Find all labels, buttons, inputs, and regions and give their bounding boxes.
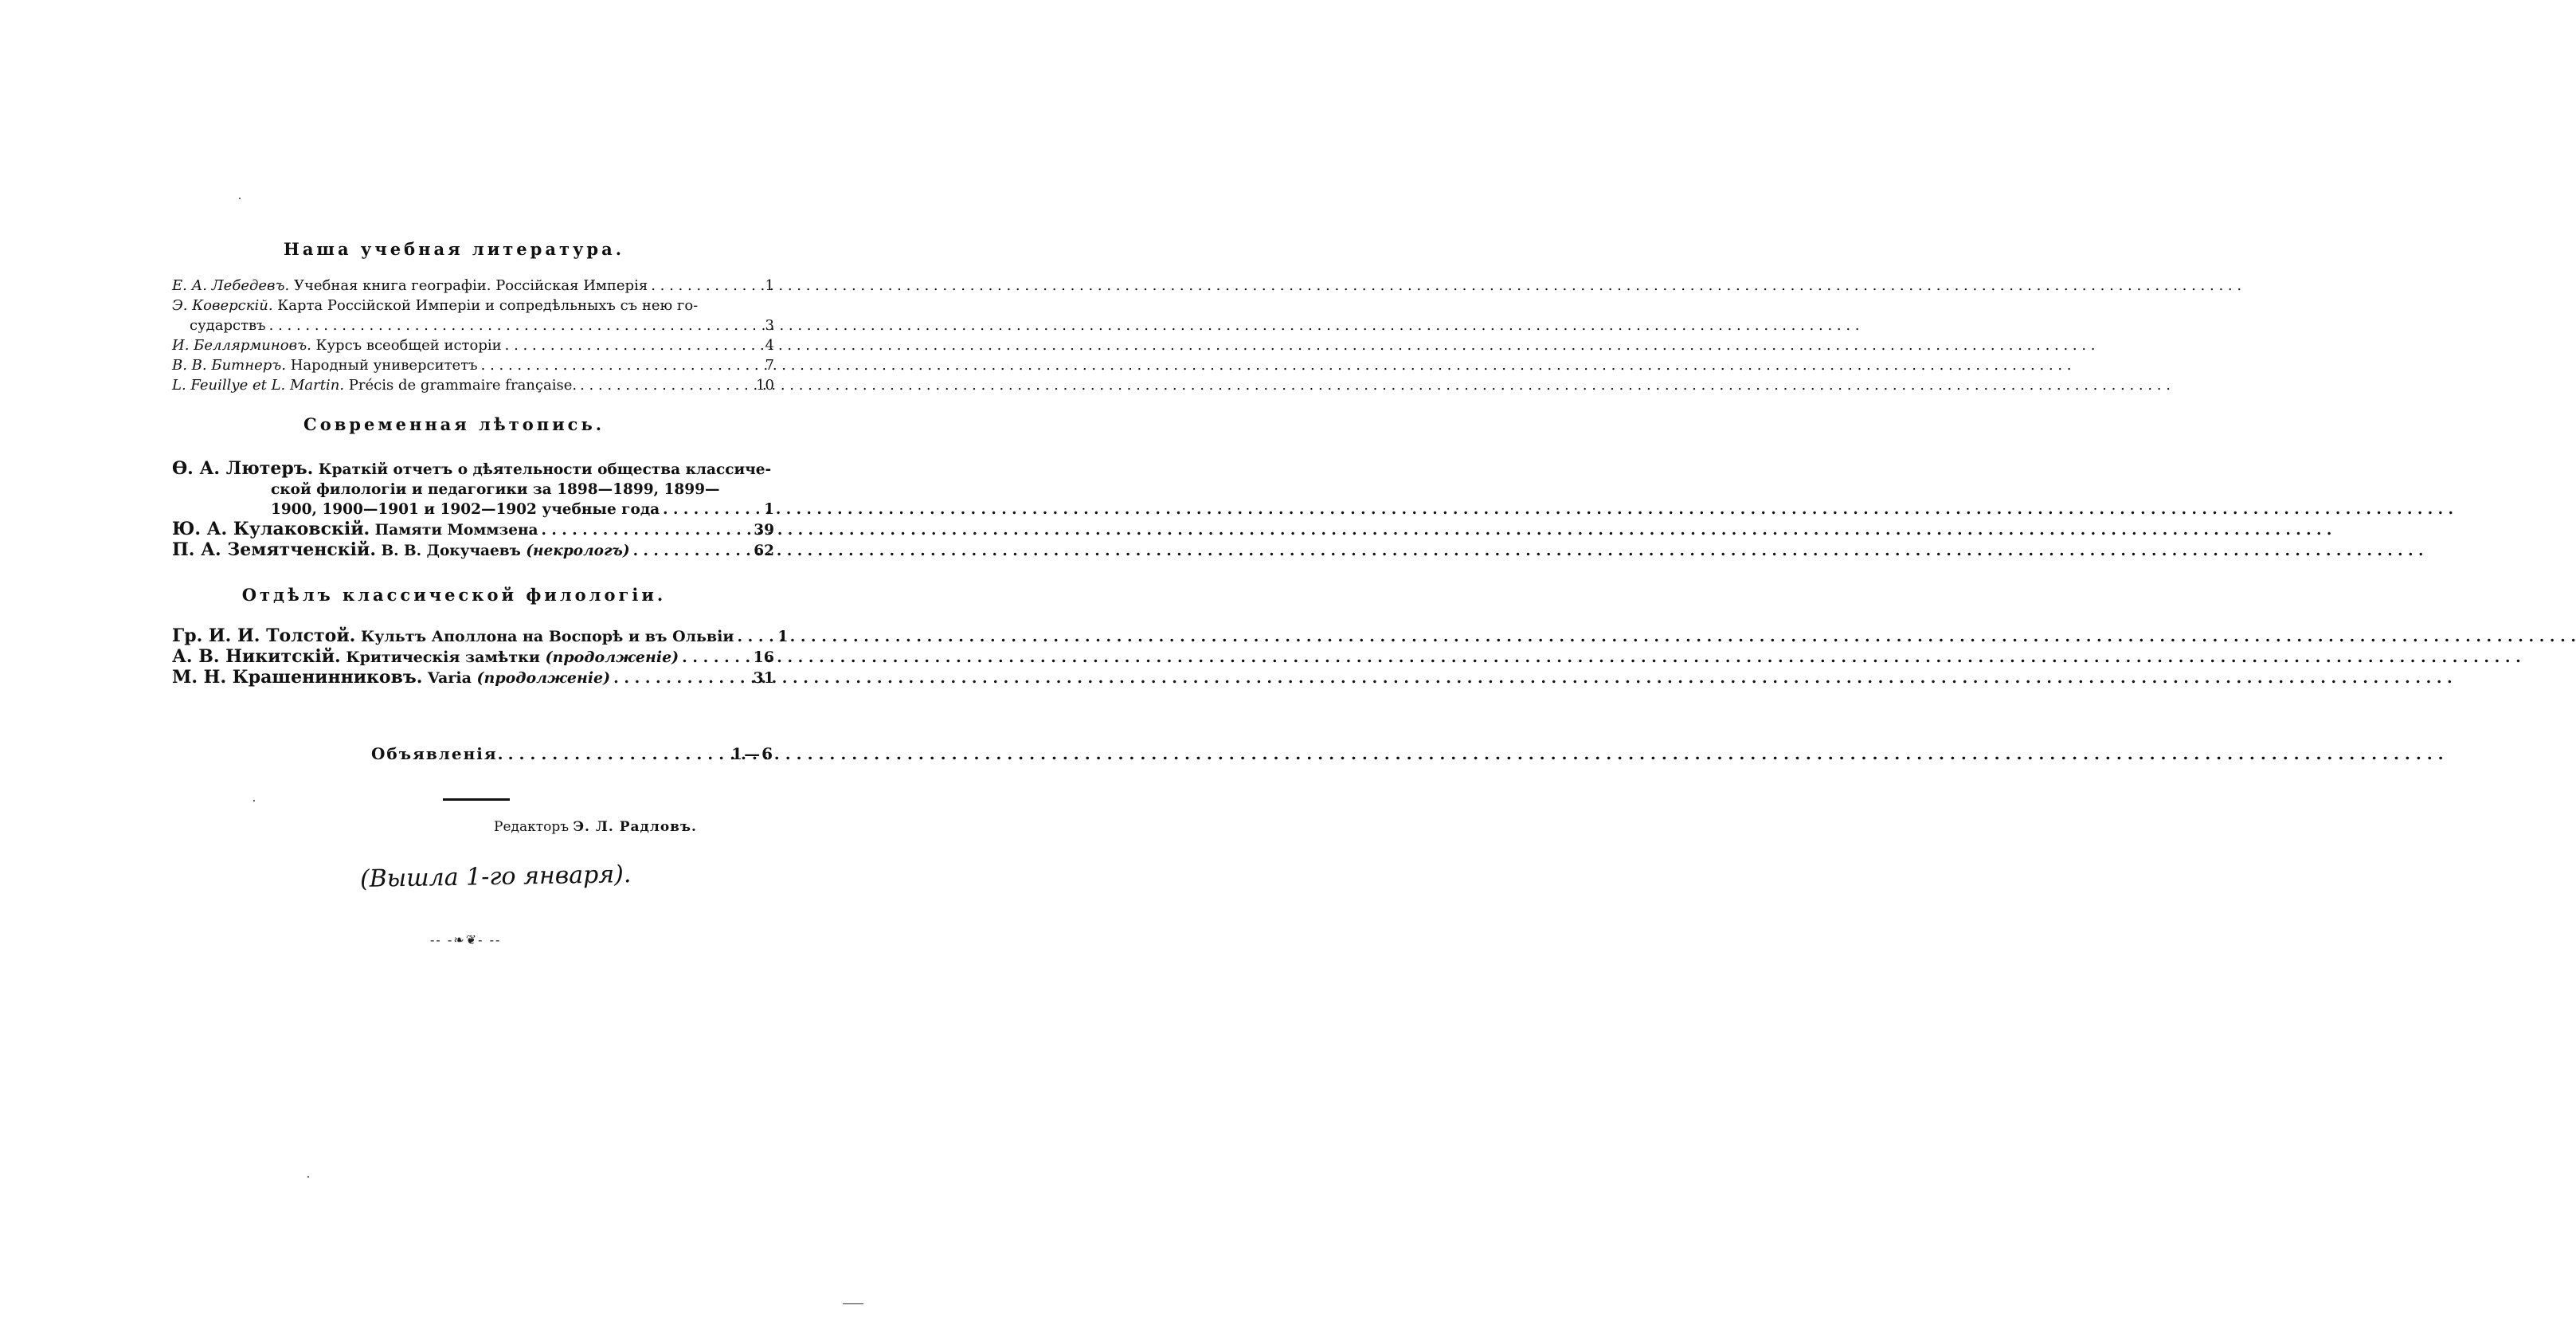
scan-speck xyxy=(253,800,255,802)
entry-title: Краткій отчетъ о дѣятельности общества классиче- xyxy=(318,461,772,478)
leader-dots xyxy=(577,375,742,395)
entry-author: Ө. А. Лютеръ. xyxy=(172,458,314,479)
entry-title-continued: ской филологіи и педагогики за 1898—1899, 1899— xyxy=(271,481,720,498)
entry-author: И. Беллярминовъ. xyxy=(172,337,311,354)
entry-page: 4 xyxy=(765,337,774,354)
entry-page: 1 xyxy=(765,277,774,294)
entry-page: 1 xyxy=(764,501,774,518)
toc-entry xyxy=(172,335,774,355)
toc-entry-line xyxy=(172,480,774,500)
section-title: Современная лѣтопись. xyxy=(303,414,605,434)
leader-dots xyxy=(505,744,730,763)
entry-author: Ю. А. Кулаковскій. xyxy=(172,519,370,539)
toc-entry xyxy=(172,500,774,519)
entry-title: Критическія замѣтки xyxy=(346,649,540,666)
ornament-flourish: -- -❧❦- -- xyxy=(430,932,502,947)
leader-dots xyxy=(679,648,742,668)
toc-entry xyxy=(172,519,774,540)
entry-note: (продолженіе) xyxy=(476,669,611,687)
announcements-pages: 1—6 xyxy=(731,744,774,763)
entry-page: 16 xyxy=(753,649,774,666)
leader-dots xyxy=(630,541,742,561)
entry-author: П. А. Земятченскій. xyxy=(172,539,377,560)
leader-dots xyxy=(502,335,742,355)
toc-entry xyxy=(172,375,774,395)
entry-author: В. В. Битнеръ. xyxy=(172,357,286,374)
editor-name: Э. Л. Радловъ. xyxy=(573,819,697,835)
scan-speck xyxy=(307,1176,309,1178)
announcements-entry xyxy=(371,744,774,763)
entry-author: Е. А. Лебедевъ. xyxy=(172,277,290,294)
entry-title: Культъ Аполлона на Воспорѣ и въ Ольвіи xyxy=(360,628,734,645)
entry-author: Гр. И. И. Толстой. xyxy=(172,625,356,646)
entry-note: (продолженіе) xyxy=(545,649,679,666)
leader-dots xyxy=(478,355,742,375)
entry-title: Учебная книга географіи. Россійская Имперія xyxy=(293,277,648,294)
leader-dots xyxy=(660,500,742,519)
editor-prefix: Редакторъ xyxy=(494,819,570,835)
section-title: Наша учебная литература. xyxy=(283,239,625,259)
toc-entry xyxy=(172,625,789,647)
entry-author: L. Feuillye et L. Martin. xyxy=(172,377,345,394)
entry-title-continued: сударствъ xyxy=(190,317,266,334)
separator-rule xyxy=(443,798,510,801)
entry-page: 3 xyxy=(765,317,774,334)
entry-author: А. В. Никитскій. xyxy=(172,646,341,667)
entry-author: Э. Коверскій. xyxy=(172,297,273,314)
entry-title-continued: 1900, 1900—1901 и 1902—1902 учебные года xyxy=(271,501,660,518)
toc-list xyxy=(172,625,789,688)
toc-entry xyxy=(172,355,774,375)
announcements-label: Объявленія. xyxy=(371,744,505,763)
entry-page: 31 xyxy=(753,669,774,687)
leader-dots xyxy=(648,276,742,296)
entry-title: Памяти Моммзена xyxy=(374,522,538,539)
entry-title: Карта Россійской Имперіи и сопредѣльныхъ съ нею го- xyxy=(277,297,699,314)
toc-list xyxy=(172,459,774,561)
entry-title: В. В. Докучаевъ xyxy=(381,543,521,559)
section-title: Отдѣлъ классической филологіи. xyxy=(241,585,667,605)
toc-entry xyxy=(172,316,774,335)
toc-entry xyxy=(172,668,774,688)
entry-page: 39 xyxy=(754,522,774,539)
editor-line xyxy=(494,819,697,835)
toc-entry-line xyxy=(172,296,774,316)
entry-page: 1 xyxy=(777,628,789,645)
toc-entry xyxy=(172,540,774,561)
leader-dots xyxy=(610,668,742,688)
entry-page: 10 xyxy=(756,377,774,394)
entry-page: 7 xyxy=(765,357,774,374)
entry-title: Народный университетъ xyxy=(290,357,478,374)
toc-list xyxy=(172,276,774,395)
entry-note: (некрологъ) xyxy=(526,543,630,559)
toc-entry xyxy=(172,276,774,296)
entry-title: Précis de grammaire française. xyxy=(348,377,577,394)
scan-speck xyxy=(843,1303,863,1304)
handwritten-release-date: (Вышла 1-го января). xyxy=(359,860,632,893)
leader-dots xyxy=(266,316,742,335)
toc-entry xyxy=(172,647,774,668)
entry-author: М. Н. Крашенинниковъ. xyxy=(172,667,423,688)
scan-speck xyxy=(239,198,241,199)
document-page xyxy=(0,0,908,1317)
entry-title: Курсъ всеобщей исторіи xyxy=(315,337,502,354)
toc-entry-line xyxy=(172,459,774,480)
entry-title: Varia xyxy=(428,669,472,687)
leader-dots xyxy=(734,627,756,647)
entry-page: 62 xyxy=(754,543,774,559)
leader-dots xyxy=(538,520,742,540)
